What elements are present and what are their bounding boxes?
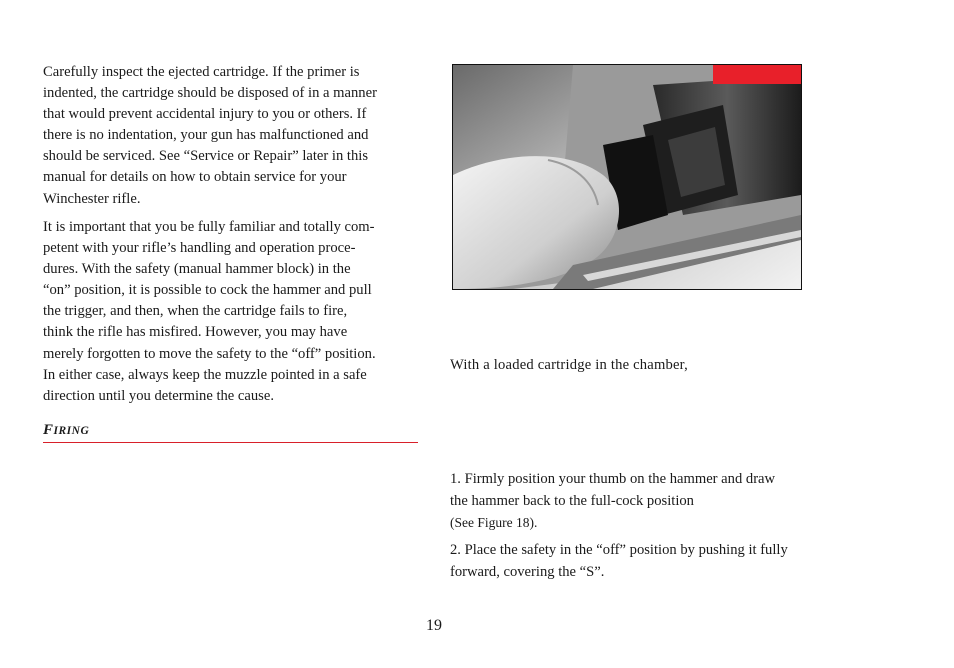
step-2-safety-off: 2. Place the safety in the “off” position by pushing it fully forward, covering the “S”. [450, 542, 788, 580]
step-1-draw-hammer: 1. Firmly position your thumb on the hammer and draw the hammer back to the full-cock position (See Figure 18). [450, 471, 776, 530]
thumb-hammer-photo [453, 65, 801, 289]
paragraph-inspect-cartridge: Carefully inspect the ejected cartridge. If the primer is indented, the cartridge should be disposed of in a manner that would prevent accidental injury to you or others. If there is no indentation, your gun has malfunctioned and should be serviced. See “Service or Repair” later in this manual for details on how to obtain service for your Winchester rifle. [43, 64, 377, 207]
figure-thumb-on-hammer [452, 64, 802, 290]
red-corner-tab [713, 65, 801, 84]
section-heading-firing: FIRING [43, 420, 418, 443]
paragraph-safety-familiarity: It is important that you be fully familiar and totally com- petent with your rifle’s handling and operation proce- dures. With the safety (manual hammer block) in the “on” position, it is possible to cock the hammer and pull the trigger, and then, when the cartridge fails to fire, think the rifle has misfired. However, you may have merely forgotten to move the safety to the “off” position. In either case, always keep the muzzle pointed in a safe direction until you determine the cause. [43, 219, 376, 404]
page-number: 19 [426, 617, 442, 634]
intro-text: With a loaded cartridge in the chamber, [450, 357, 689, 373]
